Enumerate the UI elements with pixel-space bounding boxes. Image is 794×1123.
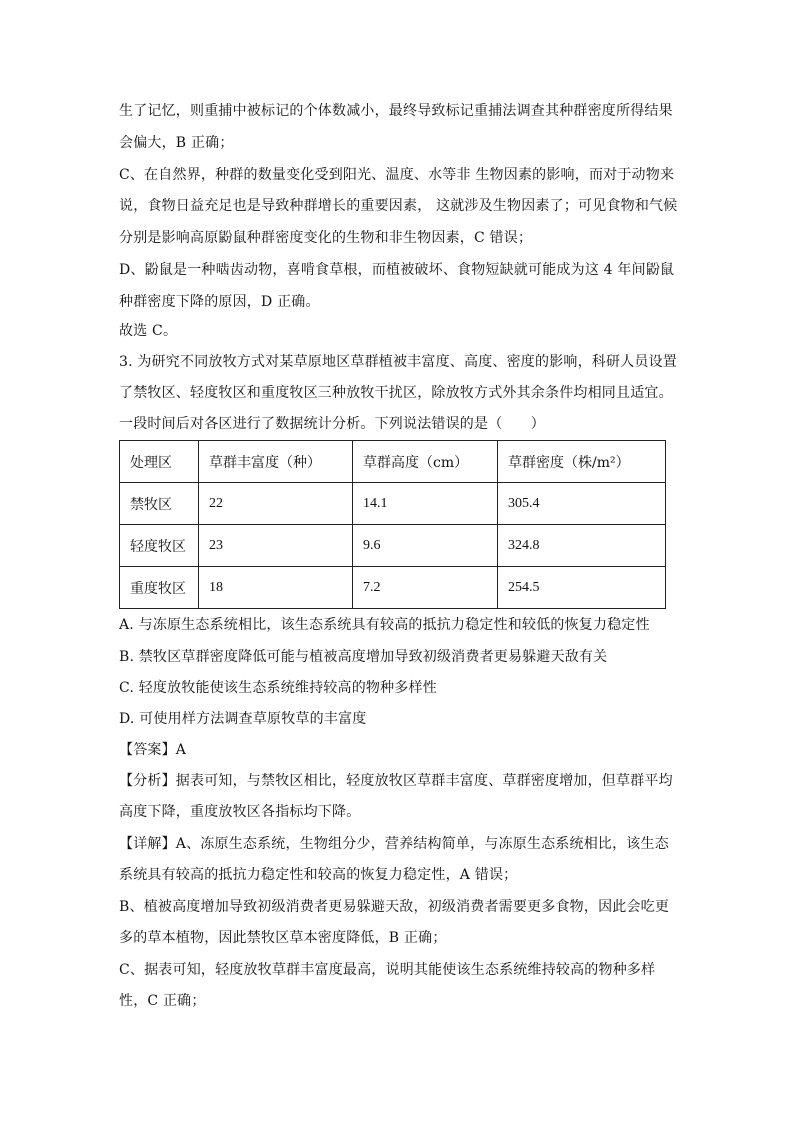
table-cell: 14.1 — [353, 483, 498, 525]
text-line: 生了记忆，则重捕中被标记的个体数减小，最终导致标记重捕法调查其种群密度所得结果 — [119, 103, 673, 119]
answer: 【答案】A — [119, 742, 187, 758]
question-stem: 一段时间后对各区进行了数据统计分析。下列说法错误的是（ ） — [119, 416, 545, 432]
detail-line: 系统具有较高的抵抗力稳定性和较高的恢复力稳定性，A 错误； — [119, 867, 518, 883]
table-cell: 重度牧区 — [120, 567, 199, 609]
table-header-cell: 处理区 — [120, 441, 199, 483]
table-cell: 禁牧区 — [120, 483, 199, 525]
text-line: 种群密度下降的原因，D 正确。 — [119, 294, 320, 310]
detail-line: 【详解】A、冻原生态系统，生物组分少，营养结构简单，与冻原生态系统相比，该生态 — [119, 836, 669, 852]
table-header-row — [120, 441, 666, 483]
table-cell: 23 — [199, 525, 353, 567]
table-cell: 324.8 — [498, 525, 666, 567]
option-d: D. 可使用样方法调查草原牧草的丰富度 — [119, 711, 367, 727]
detail-line: 性，C 正确； — [119, 993, 206, 1009]
text-line: D、鼢鼠是一种啮齿动物，喜啃食草根，而植被破坏、食物短缺就可能成为这 4 年间鼢鼠 — [119, 262, 675, 278]
table-row — [120, 483, 666, 525]
table-cell: 22 — [199, 483, 353, 525]
analysis-line: 【分析】据表可知，与禁牧区相比，轻度放牧区草群丰富度、草群密度增加，但草群平均 — [119, 773, 673, 789]
table-header-cell: 草群高度（cm） — [353, 441, 498, 483]
table-cell: 7.2 — [353, 567, 498, 609]
text-line: 说，食物日益充足也是导致种群增长的重要因素， 这就涉及生物因素了；可见食物和气候 — [119, 198, 678, 214]
data-table — [119, 440, 666, 609]
table-cell: 9.6 — [353, 525, 498, 567]
table-header-cell: 草群丰富度（种） — [199, 441, 353, 483]
table-cell: 18 — [199, 567, 353, 609]
table-row — [120, 525, 666, 567]
table-cell: 轻度牧区 — [120, 525, 199, 567]
table-cell: 305.4 — [498, 483, 666, 525]
text-line: 会偏大，B 正确； — [119, 135, 234, 151]
table-header-cell: 草群密度（株/m²） — [498, 441, 666, 483]
detail-line: B、植被高度增加导致初级消费者更易躲避天敌，初级消费者需要更多食物，因此会吃更 — [119, 899, 670, 915]
option-c: C. 轻度放牧能使该生态系统维持较高的物种多样性 — [119, 680, 437, 696]
option-a: A. 与冻原生态系统相比，该生态系统具有较高的抵抗力稳定性和较低的恢复力稳定性 — [119, 617, 650, 633]
detail-line: 多的草本植物，因此禁牧区草本密度降低，B 正确； — [119, 930, 447, 946]
text-line: 故选 C。 — [119, 323, 178, 339]
detail-line: C、据表可知，轻度放牧草群丰富度最高，说明其能使该生态系统维持较高的物种多样 — [119, 962, 656, 978]
text-line: C、在自然界，种群的数量变化受到阳光、温度、水等非 生物因素的影响，而对于动物来 — [119, 167, 675, 183]
table-cell: 254.5 — [498, 567, 666, 609]
text-line: 分别是影响高原鼢鼠种群密度变化的生物和非生物因素，C 错误； — [119, 230, 533, 246]
table-row — [120, 567, 666, 609]
option-b: B. 禁牧区草群密度降低可能与植被高度增加导致初级消费者更易躲避天敌有关 — [119, 649, 608, 665]
question-stem: 了禁牧区、轻度牧区和重度牧区三种放牧干扰区，除放牧方式外其余条件均相同且适宜。 — [119, 385, 673, 401]
analysis-line: 高度下降，重度放牧区各指标均下降。 — [119, 804, 361, 820]
question-stem: 3. 为研究不同放牧方式对某草原地区草群植被丰富度、高度、密度的影响，科研人员设置 — [119, 354, 678, 370]
